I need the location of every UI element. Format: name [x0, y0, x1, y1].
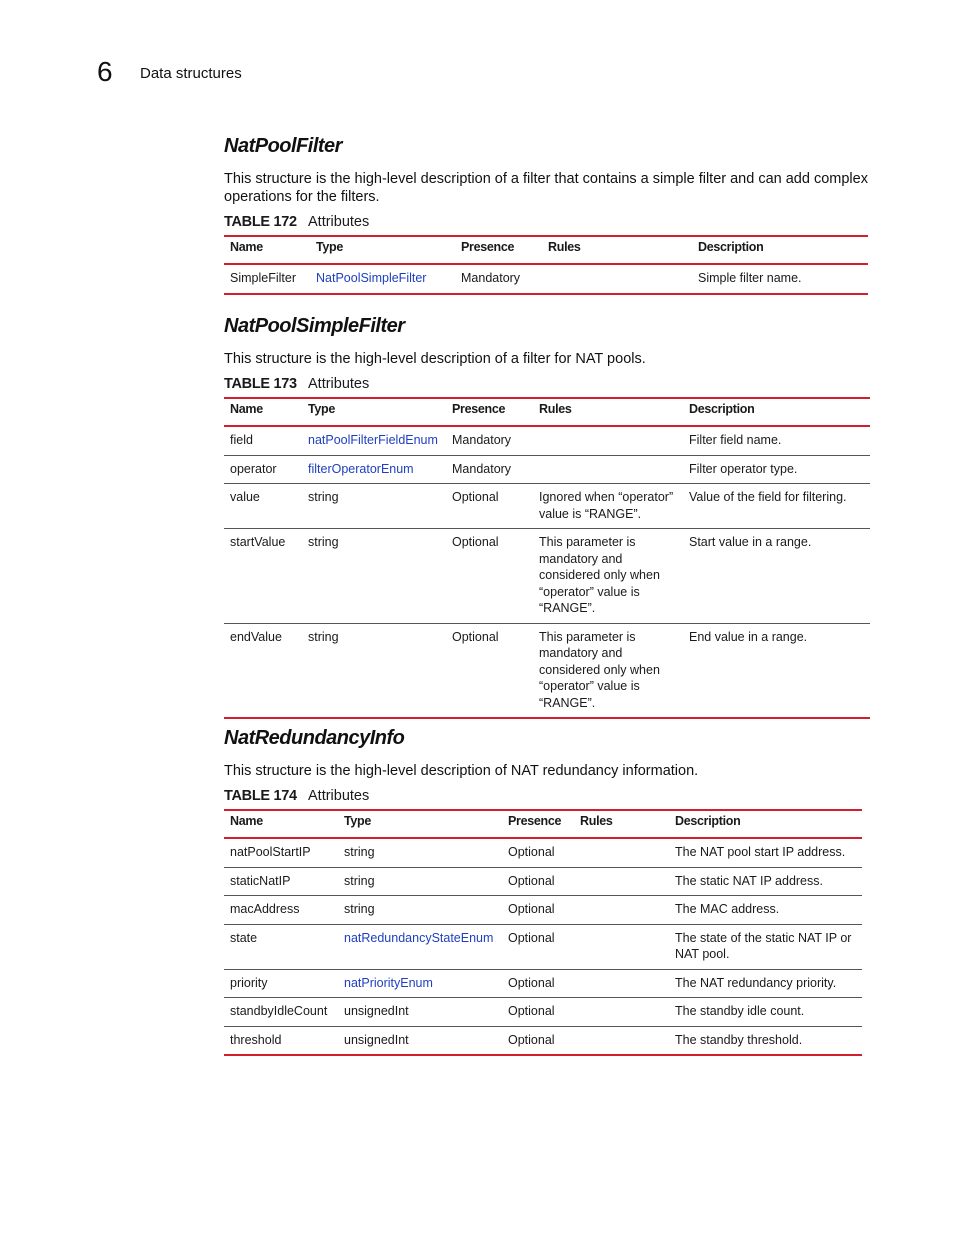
attributes-table-174 — [224, 809, 862, 1056]
cell-presence: Optional — [446, 529, 533, 624]
column-header-name: Name — [224, 810, 338, 838]
table-row — [224, 529, 870, 624]
column-header-rules: Rules — [533, 398, 683, 426]
table-number: TABLE 174 — [224, 788, 297, 804]
column-header-description: Description — [669, 810, 862, 838]
section-description: This structure is the high-level description of a filter for NAT pools. — [224, 351, 646, 367]
cell-rules — [574, 924, 669, 969]
table-header-row — [224, 810, 862, 838]
column-header-name: Name — [224, 398, 302, 426]
column-header-rules: Rules — [542, 236, 692, 264]
section-title: NatPoolFilter — [224, 135, 342, 157]
cell-type: string — [302, 484, 446, 529]
cell-name: state — [224, 924, 338, 969]
cell-rules — [574, 1026, 669, 1055]
table-header-row — [224, 236, 868, 264]
cell-type: string — [302, 529, 446, 624]
cell-presence: Optional — [502, 924, 574, 969]
column-header-presence: Presence — [446, 398, 533, 426]
table-header-row — [224, 398, 870, 426]
table-caption — [224, 213, 870, 231]
cell-presence: Mandatory — [446, 426, 533, 455]
cell-type-link[interactable]: natPoolFilterFieldEnum — [302, 426, 446, 455]
section-natpoolfilter — [224, 134, 870, 295]
cell-presence: Optional — [502, 896, 574, 925]
section-title: NatPoolSimpleFilter — [224, 315, 405, 337]
cell-name: startValue — [224, 529, 302, 624]
table-row — [224, 264, 868, 294]
cell-rules — [574, 998, 669, 1027]
cell-presence: Mandatory — [446, 455, 533, 484]
table-caption-text: Attributes — [308, 214, 370, 230]
table-row — [224, 998, 862, 1027]
table-caption — [224, 787, 870, 805]
cell-name: standbyIdleCount — [224, 998, 338, 1027]
attributes-table-172 — [224, 235, 868, 295]
cell-rules — [533, 426, 683, 455]
table-row — [224, 838, 862, 867]
cell-presence: Mandatory — [461, 271, 521, 285]
attributes-table-173 — [224, 397, 870, 719]
cell-presence: Optional — [508, 1032, 555, 1047]
cell-type-link[interactable]: natPriorityEnum — [338, 969, 502, 998]
cell-description: The static NAT IP address. — [669, 867, 862, 896]
chapter-title: Data structures — [140, 65, 242, 82]
cell-rules: This parameter is mandatory and considered only when “operator” value is “RANGE”. — [539, 629, 660, 710]
cell-description: Simple filter name. — [698, 271, 802, 285]
cell-description: Value of the field for filtering. — [683, 484, 870, 529]
column-header-description: Description — [683, 398, 870, 426]
cell-rules — [574, 838, 669, 867]
cell-description: The standby threshold. — [675, 1032, 803, 1047]
cell-name: SimpleFilter — [230, 271, 296, 285]
cell-presence: Optional — [502, 998, 574, 1027]
cell-rules — [574, 896, 669, 925]
cell-description: End value in a range. — [689, 629, 808, 644]
cell-name: field — [224, 426, 302, 455]
table-row — [224, 969, 862, 998]
cell-presence: Optional — [502, 838, 574, 867]
cell-description: The state of the static NAT IP or NAT pool. — [669, 924, 862, 969]
cell-name: priority — [224, 969, 338, 998]
section-description: This structure is the high-level description of a filter that contains a simple filter and can add complex operations for the filters. — [224, 171, 868, 205]
cell-rules — [542, 264, 692, 294]
column-header-type: Type — [310, 236, 455, 264]
column-header-description: Description — [692, 236, 868, 264]
cell-description: The NAT redundancy priority. — [669, 969, 862, 998]
table-row — [224, 867, 862, 896]
table-row — [224, 896, 862, 925]
cell-name: macAddress — [224, 896, 338, 925]
column-header-rules: Rules — [574, 810, 669, 838]
table-row — [224, 455, 870, 484]
cell-rules — [574, 969, 669, 998]
column-header-name: Name — [224, 236, 310, 264]
table-caption-text: Attributes — [308, 788, 370, 804]
table-number: TABLE 173 — [224, 376, 297, 392]
column-header-type: Type — [302, 398, 446, 426]
cell-type: unsignedInt — [344, 1032, 409, 1047]
cell-presence: Optional — [446, 484, 533, 529]
cell-name: operator — [224, 455, 302, 484]
cell-type-link[interactable]: filterOperatorEnum — [302, 455, 446, 484]
cell-type: unsignedInt — [338, 998, 502, 1027]
section-title: NatRedundancyInfo — [224, 727, 405, 749]
section-natredundancyinfo — [224, 726, 870, 1056]
cell-description: Start value in a range. — [683, 529, 870, 624]
table-row — [224, 623, 870, 718]
cell-type-link[interactable]: NatPoolSimpleFilter — [316, 271, 427, 285]
cell-rules: This parameter is mandatory and considered only when “operator” value is “RANGE”. — [533, 529, 683, 624]
column-header-type: Type — [338, 810, 502, 838]
column-header-presence: Presence — [455, 236, 542, 264]
cell-rules: Ignored when “operator” value is “RANGE”. — [533, 484, 683, 529]
cell-name: endValue — [230, 629, 282, 644]
table-number: TABLE 172 — [224, 214, 297, 230]
table-row — [224, 924, 862, 969]
column-header-presence: Presence — [502, 810, 574, 838]
cell-type: string — [338, 838, 502, 867]
cell-name: value — [224, 484, 302, 529]
cell-name: natPoolStartIP — [224, 838, 338, 867]
cell-name: staticNatIP — [224, 867, 338, 896]
cell-presence: Optional — [502, 867, 574, 896]
cell-description: Filter field name. — [683, 426, 870, 455]
cell-type: string — [338, 896, 502, 925]
cell-presence: Optional — [452, 629, 499, 644]
table-row — [224, 1026, 862, 1055]
table-row — [224, 484, 870, 529]
cell-presence: Optional — [502, 969, 574, 998]
chapter-number: 6 — [97, 56, 113, 87]
cell-rules — [533, 455, 683, 484]
section-natpoolsimplefilter — [224, 314, 870, 719]
cell-description: Filter operator type. — [683, 455, 870, 484]
table-caption — [224, 375, 870, 393]
cell-type: string — [308, 629, 339, 644]
cell-description: The MAC address. — [669, 896, 862, 925]
section-description: This structure is the high-level description of NAT redundancy information. — [224, 763, 699, 779]
table-caption-text: Attributes — [308, 376, 370, 392]
cell-description: The standby idle count. — [669, 998, 862, 1027]
cell-rules — [574, 867, 669, 896]
cell-name: threshold — [230, 1032, 282, 1047]
cell-type-link[interactable]: natRedundancyStateEnum — [338, 924, 502, 969]
table-row — [224, 426, 870, 455]
cell-description: The NAT pool start IP address. — [669, 838, 862, 867]
cell-type: string — [338, 867, 502, 896]
